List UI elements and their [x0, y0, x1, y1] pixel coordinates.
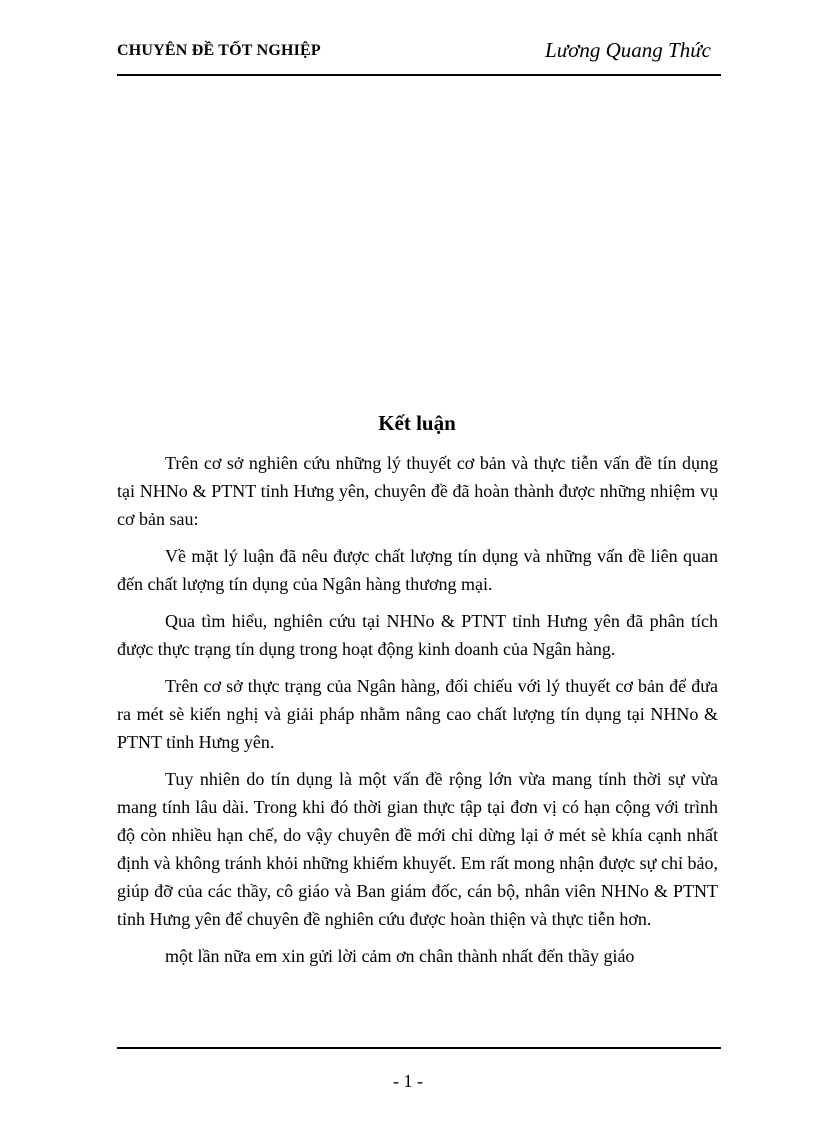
header-divider	[117, 74, 721, 76]
page-header	[117, 38, 721, 68]
paragraph: một lần nữa em xin gửi lời cảm ơn chân thành nhất đến thầy giáo	[165, 946, 635, 966]
section-title: Kết luận	[378, 411, 456, 435]
paragraph: Tuy nhiên do tín dụng là một vấn đề rộng lớn vừa mang tính thời sự vừa mang tính lâu dài. Trong khi đó thời gian thực tập tại đơn vị có hạn cộng với trình độ còn nhiều hạn chế, do vậy chuyên đề mới chỉ dừng lại ở mét sè khía cạnh nhất định và không tránh khỏi những khiếm khuyết. Em rất mong nhận được sự chỉ bảo, giúp đỡ của các thầy, cô giáo và Ban giám đốc, cán bộ, nhân viên NHNo & PTNT tỉnh Hưng yên để chuyên đề nghiên cứu được hoàn thiện và thực tiễn hơn.	[117, 769, 718, 929]
header-author-name: Lương Quang Thức	[545, 38, 711, 62]
paragraph: Qua tìm hiểu, nghiên cứu tại NHNo & PTNT tỉnh Hưng yên đã phân tích được thực trạng tín dụng trong hoạt động kinh doanh của Ngân hàng.	[117, 611, 718, 659]
paragraph: Về mặt lý luận đã nêu được chất lượng tín dụng và những vấn đề liên quan đến chất lượng tín dụng của Ngân hàng thương mại.	[117, 546, 718, 594]
paragraph: Trên cơ sở thực trạng của Ngân hàng, đối chiếu với lý thuyết cơ bản để đưa ra mét sè kiến nghị và giải pháp nhằm nâng cao chất lượng tín dụng tại NHNo & PTNT tỉnh Hưng yên.	[117, 676, 718, 752]
header-document-type: CHUYÊN ĐỀ TỐT NGHIỆP	[117, 42, 321, 59]
body-text	[117, 449, 718, 979]
footer-divider	[117, 1047, 721, 1049]
page-number: - 1 -	[393, 1071, 423, 1091]
paragraph: Trên cơ sở nghiên cứu những lý thuyết cơ bản và thực tiễn vấn đề tín dụng tại NHNo & PTNT tỉnh Hưng yên, chuyên đề đã hoàn thành được những nhiệm vụ cơ bản sau:	[117, 453, 718, 529]
